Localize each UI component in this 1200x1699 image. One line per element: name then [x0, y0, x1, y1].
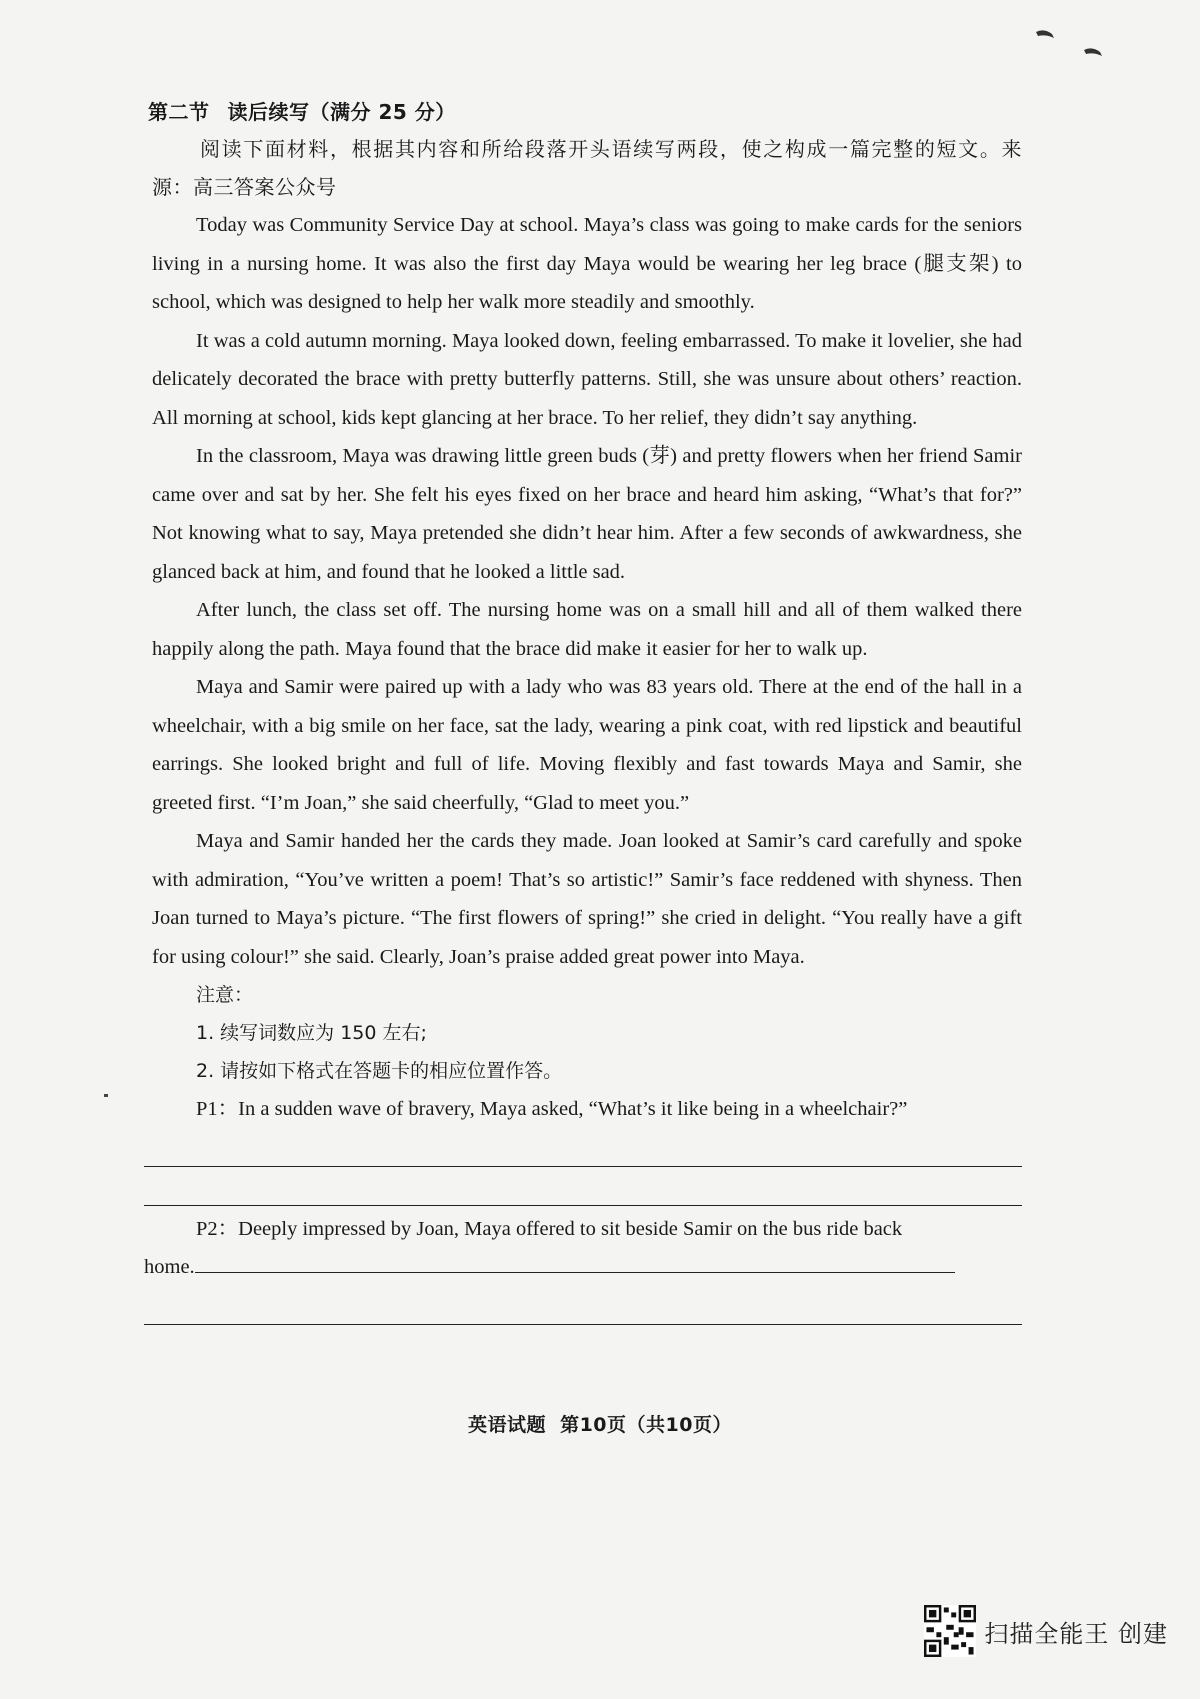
prompt-p1: P1：In a sudden wave of bravery, Maya asked, “What’s it like being in a wheelchair?”: [196, 1098, 908, 1120]
answer-line-inline[interactable]: [195, 1250, 955, 1273]
notes-title: 注意：: [196, 984, 254, 1006]
answer-line[interactable]: [144, 1167, 1022, 1206]
story-paragraph: Maya and Samir were paired up with a lady who was 83 years old. There at the end of the hall in a wheelchair, with a big smile on her face, sat the lady, wearing a pink coat, with red lipstick and beautiful earrings. She looked bright and full of life. Moving flexibly and fast towards Maya and Samir, she greeted first. “I’m Joan,” she said cheerfully, “Glad to meet you.”: [152, 676, 1022, 814]
qr-code-icon: [924, 1605, 976, 1657]
instruction: [152, 130, 1022, 206]
story-paragraph: Today was Community Service Day at school. Maya’s class was going to make cards for the seniors living in a nursing home. It was also the first day Maya would be wearing her leg brace (腿支架) to school, which was designed to help her walk more steadily and smoothly.: [152, 214, 1022, 313]
source-note: 来源：高三答案公众号: [152, 137, 1022, 199]
watermark-text: 扫描全能王 创建: [984, 1619, 1168, 1648]
page-footer: [0, 1410, 1200, 1437]
footer-page: 第10页（共10页）: [560, 1414, 732, 1436]
story-paragraph: It was a cold autumn morning. Maya looked down, feeling embarrassed. To make it lovelier, she had delicately decorated the brace with pretty butterfly patterns. Still, she was unsure about others’ reaction. All morning at school, kids kept glancing at her brace. To her relief, they didn’t say anything.: [152, 329, 1022, 429]
scan-speck: [1032, 26, 1112, 66]
story-paragraph: After lunch, the class set off. The nursing home was on a small hill and all of them walked there happily along the path. Maya found that the brace did make it easier for her to walk up.: [152, 599, 1022, 660]
exam-content: [144, 98, 1022, 1325]
prompt-p2: P2：Deeply impressed by Joan, Maya offered to sit beside Samir on the bus ride back: [196, 1218, 903, 1240]
story-paragraph: In the classroom, Maya was drawing little green buds (芽) and pretty flowers when her friend Samir came over and sat by her. She felt his eyes fixed on her brace and heard him asking, “What’s that for?” Not knowing what to say, Maya pretended she didn’t hear him. After a few seconds of awkwardness, she glanced back at him, and found that he looked a little sad.: [152, 445, 1022, 583]
footer-subject: 英语试题: [468, 1414, 547, 1436]
scanner-watermark: [924, 1605, 1168, 1657]
answer-line[interactable]: [144, 1286, 1022, 1325]
story-paragraph: Maya and Samir handed her the cards they made. Joan looked at Samir’s card carefully and spoke with admiration, “You’ve written a poem! That’s so artistic!” Samir’s face reddened with shyness. Then Joan turned to Maya’s picture. “The first flowers of spring!” she cried in delight. “You really have a gift for using colour!” she said. Clearly, Joan’s praise added great power into Maya.: [152, 830, 1022, 968]
section-title: [148, 98, 1022, 126]
prompt-p2-end: home.: [144, 1256, 195, 1278]
instruction-text: 阅读下面材料，根据其内容和所给段落开头语续写两段，使之构成一篇完整的短文。: [200, 137, 1002, 161]
answer-line[interactable]: [144, 1128, 1022, 1167]
note-item: 2. 请按如下格式在答题卡的相应位置作答。: [196, 1060, 563, 1082]
section-heading: 读后续写（满分 25 分）: [227, 100, 456, 124]
scan-dot: [104, 1094, 108, 1097]
prompt-p2-continuation: [144, 1248, 1022, 1286]
section-part: 第二节: [148, 100, 210, 124]
note-item: 1. 续写词数应为 150 左右;: [196, 1022, 427, 1044]
